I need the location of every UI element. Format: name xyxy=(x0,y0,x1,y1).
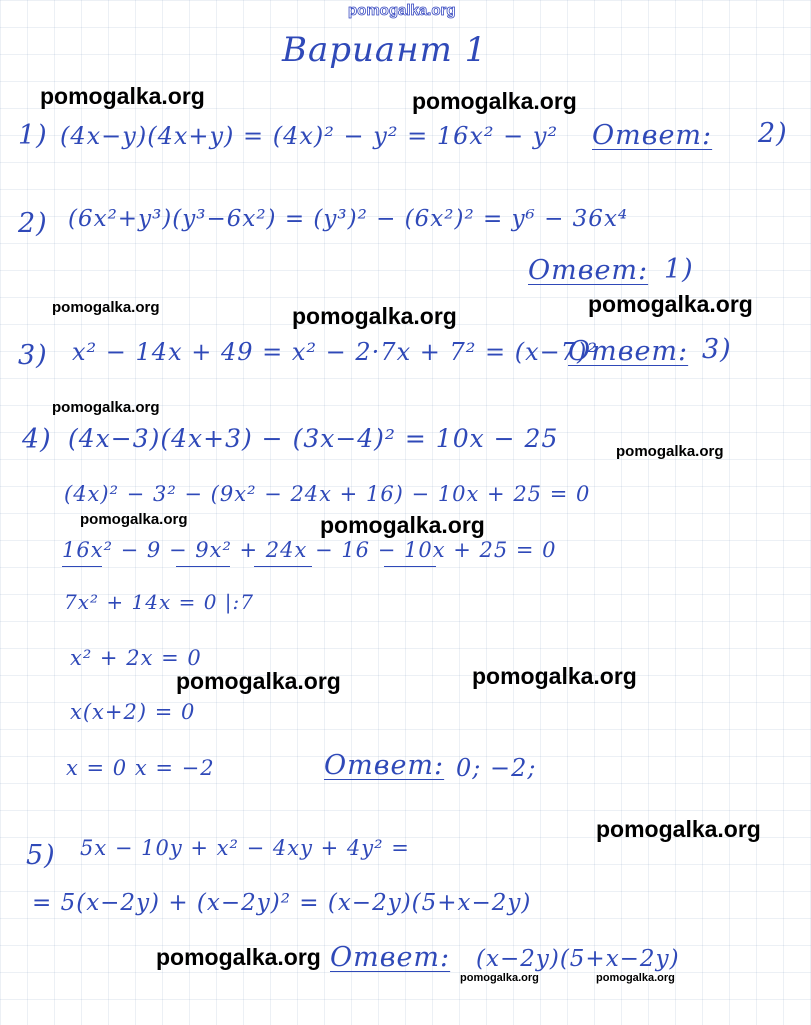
watermark: pomogalka.org xyxy=(40,83,205,109)
task-5-step-1: = 5(x−2y) + (x−2y)² = (x−2y)(5+x−2y) xyxy=(32,890,532,916)
task-5-answer: (x−2y)(5+x−2y) xyxy=(476,946,680,972)
watermark: pomogalka.org xyxy=(588,291,753,317)
task-3-answer-label: Ответ: xyxy=(568,336,689,367)
task-2-answer: 1) xyxy=(664,254,694,285)
task-4-step-6: x = 0 x = −2 xyxy=(66,756,215,780)
page-title: Вариант 1 xyxy=(282,30,488,70)
underline-10x xyxy=(384,566,436,567)
watermark: pomogalka.org xyxy=(292,303,457,329)
task-3-number: 3) xyxy=(18,340,48,371)
watermark: pomogalka.org xyxy=(472,663,637,689)
watermark: pomogalka.org xyxy=(176,668,341,694)
task-2-answer-label: Ответ: xyxy=(528,255,649,286)
task-3-expression: x² − 14x + 49 = x² − 2·7x + 7² = (x−7)² xyxy=(72,338,598,366)
task-1-answer-label: Ответ: xyxy=(592,120,713,151)
task-5-expression: 5x − 10y + x² − 4xy + 4y² = xyxy=(80,836,410,860)
task-5-number: 5) xyxy=(26,840,56,871)
task-4-step-4: x² + 2x = 0 xyxy=(70,646,202,670)
watermark: pomogalka.org xyxy=(596,972,675,984)
underline-24x xyxy=(254,566,312,567)
task-4-step-3: 7x² + 14x = 0 |:7 xyxy=(64,590,254,614)
watermark: pomogalka.org xyxy=(320,512,485,538)
underline-16x2 xyxy=(62,566,102,567)
task-4-step-1: (4x)² − 3² − (9x² − 24x + 16) − 10x + 25 = 0 xyxy=(64,482,591,506)
watermark: pomogalka.org xyxy=(80,511,188,528)
task-4-expression: (4x−3)(4x+3) − (3x−4)² = 10x − 25 xyxy=(68,424,559,453)
watermark: pomogalka.org xyxy=(460,972,539,984)
watermark: pomogalka.org xyxy=(596,816,761,842)
watermark: pomogalka.org xyxy=(616,443,724,460)
task-1-number: 1) xyxy=(18,120,48,151)
task-3-answer: 3) xyxy=(702,334,732,365)
task-4-step-5: x(x+2) = 0 xyxy=(70,700,196,724)
task-1-expression: (4x−y)(4x+y) = (4x)² − y² = 16x² − y² xyxy=(60,122,559,150)
task-1-answer: 2) xyxy=(758,118,788,149)
watermark: pomogalka.org xyxy=(412,88,577,114)
site-header[interactable]: pomogalka.org xyxy=(348,2,456,19)
task-4-step-2: 16x² − 9 − 9x² + 24x − 16 − 10x + 25 = 0 xyxy=(62,538,557,562)
task-4-answer-label: Ответ: xyxy=(324,750,445,781)
task-5-answer-label: Ответ: xyxy=(330,942,451,973)
watermark: pomogalka.org xyxy=(52,299,160,316)
task-2-expression: (6x²+y³)(y³−6x²) = (y³)² − (6x²)² = y⁶ − 36x⁴ xyxy=(68,206,629,232)
task-4-number: 4) xyxy=(22,424,52,455)
task-4-answer: 0; −2; xyxy=(456,754,537,782)
task-2-number: 2) xyxy=(18,208,48,239)
watermark: pomogalka.org xyxy=(52,399,160,416)
watermark: pomogalka.org xyxy=(156,944,321,970)
underline-9x2 xyxy=(176,566,230,567)
